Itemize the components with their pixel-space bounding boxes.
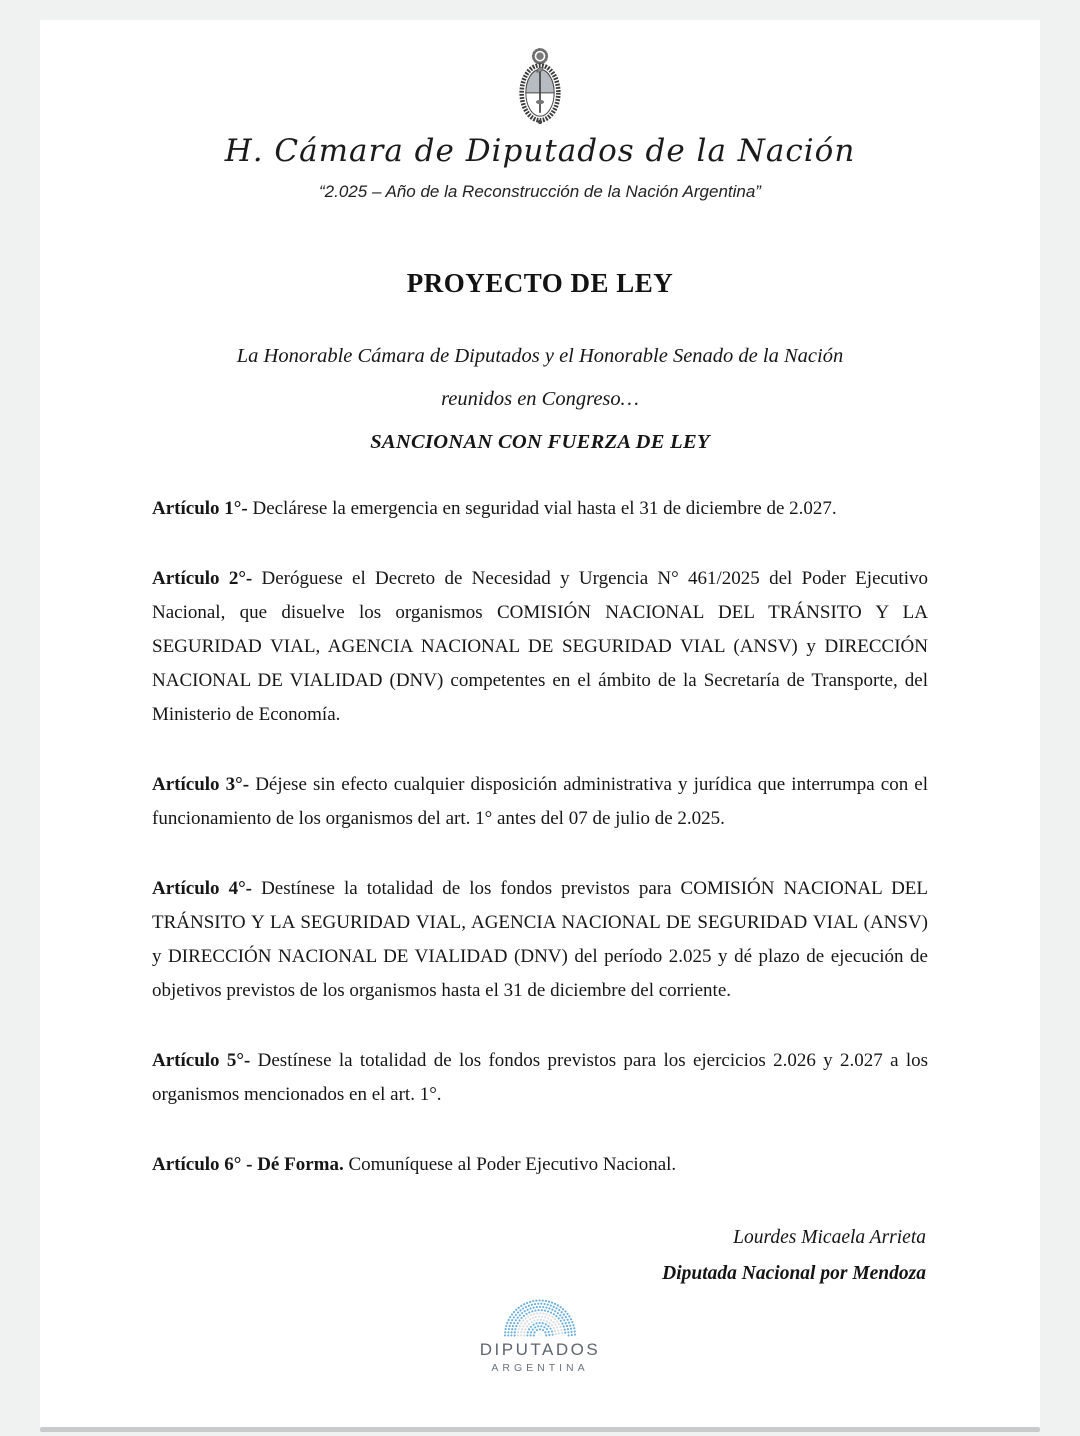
horizontal-scrollbar[interactable]	[40, 1427, 1040, 1432]
article-3-label: Artículo 3°-	[152, 774, 250, 795]
preamble	[40, 335, 1040, 464]
argentina-coat-of-arms-icon	[514, 47, 566, 127]
article-4-text: Destínese la totalidad de los fondos previstos para COMISIÓN NACIONAL DEL TRÁNSITO Y LA SEGURIDAD VIAL, AGENCIA NACIONAL DE SEGURIDAD VIAL (ANSV) y DIRECCIÓN NACIONAL DE VIALIDAD (DNV) del período 2.025 y dé plazo de ejecución de objetivos previstos de los organismos hasta el 31 de diciembre del corriente.	[152, 878, 929, 1001]
signer-role: Diputada Nacional por Mendoza	[662, 1263, 926, 1284]
article-4	[152, 872, 928, 1008]
article-3-text: Déjese sin efecto cualquier disposición administrativa y jurídica que interrumpa con el funcionamiento de los organismos del art. 1° antes del 07 de julio de 2.025.	[152, 774, 929, 829]
enactment-clause: SANCIONAN CON FUERZA DE LEY	[370, 431, 710, 453]
article-2	[152, 562, 928, 732]
preamble-line-2: reunidos en Congreso…	[441, 388, 639, 410]
article-5	[152, 1044, 928, 1112]
year-motto: “2.025 – Año de la Reconstrucción de la Nación Argentina”	[319, 182, 761, 201]
preamble-line-1: La Honorable Cámara de Diputados y el Honorable Senado de la Nación	[236, 345, 844, 367]
articles-body	[40, 492, 1040, 1182]
article-2-label: Artículo 2°-	[152, 568, 253, 589]
article-6-label: Artículo 6° - Dé Forma.	[152, 1154, 344, 1175]
article-6	[152, 1148, 928, 1182]
article-3	[152, 768, 928, 836]
document-title: PROYECTO DE LEY	[406, 268, 674, 298]
article-2-text: Deróguese el Decreto de Necesidad y Urgencia N° 461/2025 del Poder Ejecutivo Nacional, que disuelve los organismos COMISIÓN NACIONAL DEL TRÁNSITO Y LA SEGURIDAD VIAL, AGENCIA NACIONAL DE SEGURIDAD VIAL (ANSV) y DIRECCIÓN NACIONAL DE VIALIDAD (DNV) competentes en el ámbito de la Secretaría de Transporte, del Ministerio de Economía.	[152, 568, 928, 725]
institution-name: H. Cámara de Diputados de la Nación	[224, 133, 856, 169]
article-1	[152, 492, 928, 526]
hemicycle-dots-icon	[502, 1296, 578, 1337]
article-6-text: Comuníquese al Poder Ejecutivo Nacional.	[348, 1154, 677, 1175]
document-page	[40, 20, 1040, 1430]
logo-wordmark: DIPUTADOS	[479, 1340, 601, 1359]
letterhead	[40, 20, 1040, 202]
signature-block	[40, 1220, 1040, 1292]
logo-country: ARGENTINA	[491, 1362, 589, 1374]
diputados-footer-logo	[40, 1296, 1040, 1374]
article-1-text: Declárese la emergencia en seguridad vial hasta el 31 de diciembre de 2.027.	[252, 498, 837, 519]
article-5-label: Artículo 5°-	[152, 1050, 251, 1071]
article-5-text: Destínese la totalidad de los fondos previstos para los ejercicios 2.026 y 2.027 a los organismos mencionados en el art. 1°.	[152, 1050, 929, 1105]
article-4-label: Artículo 4°-	[152, 878, 253, 899]
signer-name: Lourdes Micaela Arrieta	[733, 1227, 926, 1248]
article-1-label: Artículo 1°-	[152, 498, 248, 519]
